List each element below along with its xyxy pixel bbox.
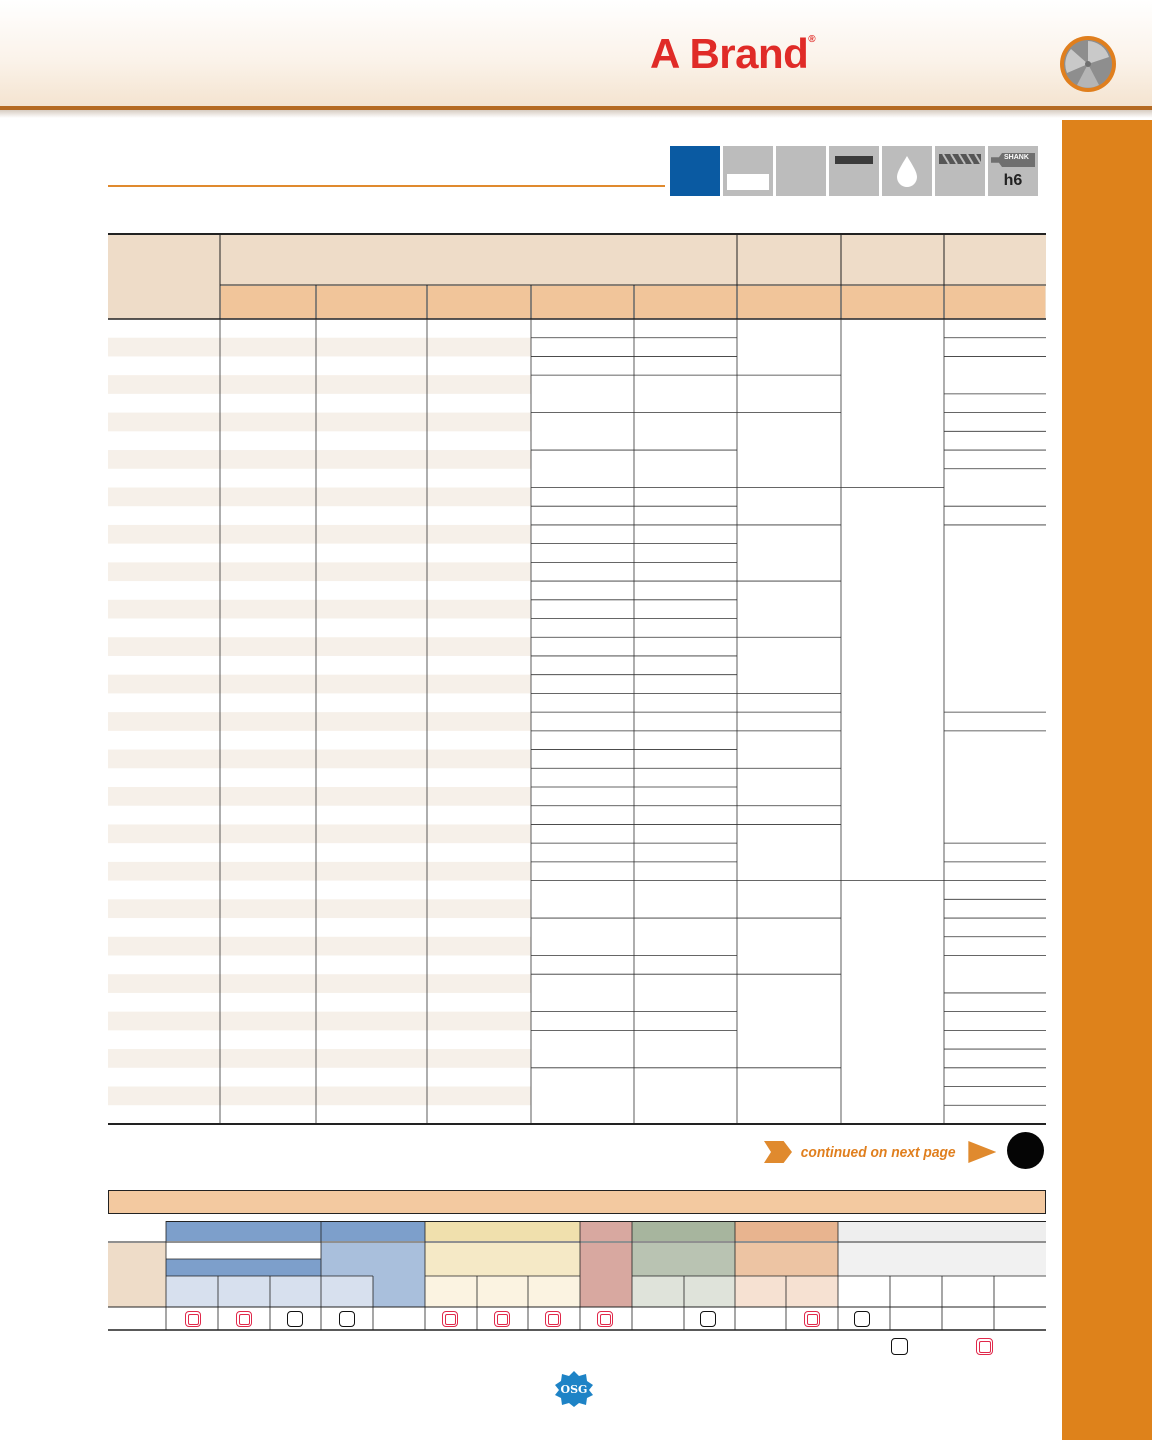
superalloy-grade-cells bbox=[735, 1276, 838, 1307]
row-stripe bbox=[108, 338, 531, 357]
coolant-drop-icon bbox=[882, 146, 932, 196]
legend-suitable-icon bbox=[891, 1338, 908, 1355]
header-band bbox=[0, 0, 1152, 108]
recommended-marker-icon bbox=[804, 1311, 820, 1327]
continued-left-arrow-icon bbox=[764, 1141, 792, 1163]
footer-logo bbox=[554, 1370, 594, 1408]
row-stripe bbox=[108, 937, 531, 956]
material-group-superalloy bbox=[735, 1222, 838, 1241]
material-group-stainless bbox=[425, 1222, 580, 1241]
steel-grade-cell bbox=[321, 1276, 373, 1307]
blank-spec-icon bbox=[776, 146, 826, 196]
section-side-tab bbox=[1062, 120, 1152, 1440]
superalloy-subgroup bbox=[735, 1243, 838, 1276]
shank-label: SHANK bbox=[1004, 154, 1029, 161]
row-stripe bbox=[108, 562, 531, 581]
helix-flute-icon bbox=[935, 146, 985, 196]
row-stripe bbox=[108, 974, 531, 993]
row-stripe bbox=[108, 450, 531, 469]
row-stripe bbox=[108, 1049, 531, 1068]
row-stripe bbox=[108, 525, 531, 544]
recommended-marker-icon bbox=[185, 1311, 201, 1327]
material-coating-icon bbox=[670, 146, 720, 196]
straight-flute-icon bbox=[829, 146, 879, 196]
footer-logo-text: OSG bbox=[560, 1382, 588, 1396]
specification-table bbox=[108, 233, 1046, 1125]
header-shadow bbox=[0, 110, 1152, 118]
subheader-cell bbox=[635, 286, 736, 318]
recommended-marker-icon bbox=[494, 1311, 510, 1327]
suitable-marker-icon bbox=[854, 1311, 870, 1327]
row-stripe bbox=[108, 637, 531, 656]
length-ratio-icon bbox=[723, 146, 773, 196]
suitable-marker-icon bbox=[700, 1311, 716, 1327]
row-stripe bbox=[108, 1087, 531, 1106]
shank-tolerance-icon bbox=[988, 146, 1038, 196]
specification-grid bbox=[108, 235, 1046, 1123]
row-stripe bbox=[108, 862, 531, 881]
recommended-marker-icon bbox=[545, 1311, 561, 1327]
row-stripe bbox=[108, 413, 531, 432]
recommended-marker-icon bbox=[442, 1311, 458, 1327]
continued-text: continued on next page bbox=[800, 1143, 956, 1161]
steel-grade-cells bbox=[166, 1276, 321, 1307]
recommended-marker-icon bbox=[236, 1311, 252, 1327]
subheader-cell bbox=[842, 286, 943, 318]
continued-notice bbox=[764, 1140, 996, 1164]
hardened-subgroup bbox=[838, 1243, 1046, 1276]
legend-recommended-icon bbox=[976, 1338, 993, 1355]
application-title-band bbox=[108, 1190, 1046, 1214]
subheader-cell bbox=[428, 286, 530, 318]
material-group-hardened bbox=[838, 1222, 1046, 1241]
row-stripe bbox=[108, 675, 531, 694]
subheader-cell bbox=[221, 286, 315, 318]
recommended-marker-icon bbox=[597, 1311, 613, 1327]
brand-title bbox=[650, 30, 815, 78]
shank-tolerance-label: h6 bbox=[1003, 172, 1023, 189]
stainless-grade-cells bbox=[425, 1276, 580, 1307]
subheader-cell bbox=[532, 286, 633, 318]
application-row-header bbox=[108, 1243, 166, 1307]
subheader-cell bbox=[945, 286, 1045, 318]
nonferrous-subgroup bbox=[632, 1243, 735, 1276]
row-stripe bbox=[108, 824, 531, 843]
material-group-castiron bbox=[580, 1222, 632, 1241]
row-stripe bbox=[108, 712, 531, 731]
row-stripe bbox=[108, 899, 531, 918]
row-stripe bbox=[108, 1012, 531, 1031]
stainless-subgroup bbox=[425, 1243, 580, 1276]
title-underline bbox=[108, 185, 665, 187]
drill-cross-section-icon bbox=[1060, 36, 1116, 92]
brand-name: A Brand bbox=[650, 30, 809, 77]
steel-subgroup-title bbox=[166, 1243, 321, 1259]
suitable-marker-icon bbox=[339, 1311, 355, 1327]
material-group-nonferrous bbox=[632, 1222, 735, 1241]
page-number-dot bbox=[1007, 1132, 1044, 1169]
feature-icon-strip bbox=[670, 146, 1038, 196]
brand-registered-mark: ® bbox=[808, 34, 816, 45]
row-stripe bbox=[108, 787, 531, 806]
row-stripe bbox=[108, 487, 531, 506]
steel-subgroup-band bbox=[166, 1259, 321, 1276]
material-group-steel bbox=[166, 1222, 425, 1241]
subheader-cell bbox=[738, 286, 840, 318]
subheader-cell bbox=[317, 286, 426, 318]
row-stripe bbox=[108, 375, 531, 394]
row-stripe bbox=[108, 750, 531, 769]
continued-right-arrow-icon bbox=[968, 1141, 996, 1163]
row-stripe bbox=[108, 600, 531, 619]
suitable-marker-icon bbox=[287, 1311, 303, 1327]
nonferrous-grade-cells bbox=[632, 1276, 735, 1307]
castiron-cell bbox=[580, 1243, 632, 1307]
